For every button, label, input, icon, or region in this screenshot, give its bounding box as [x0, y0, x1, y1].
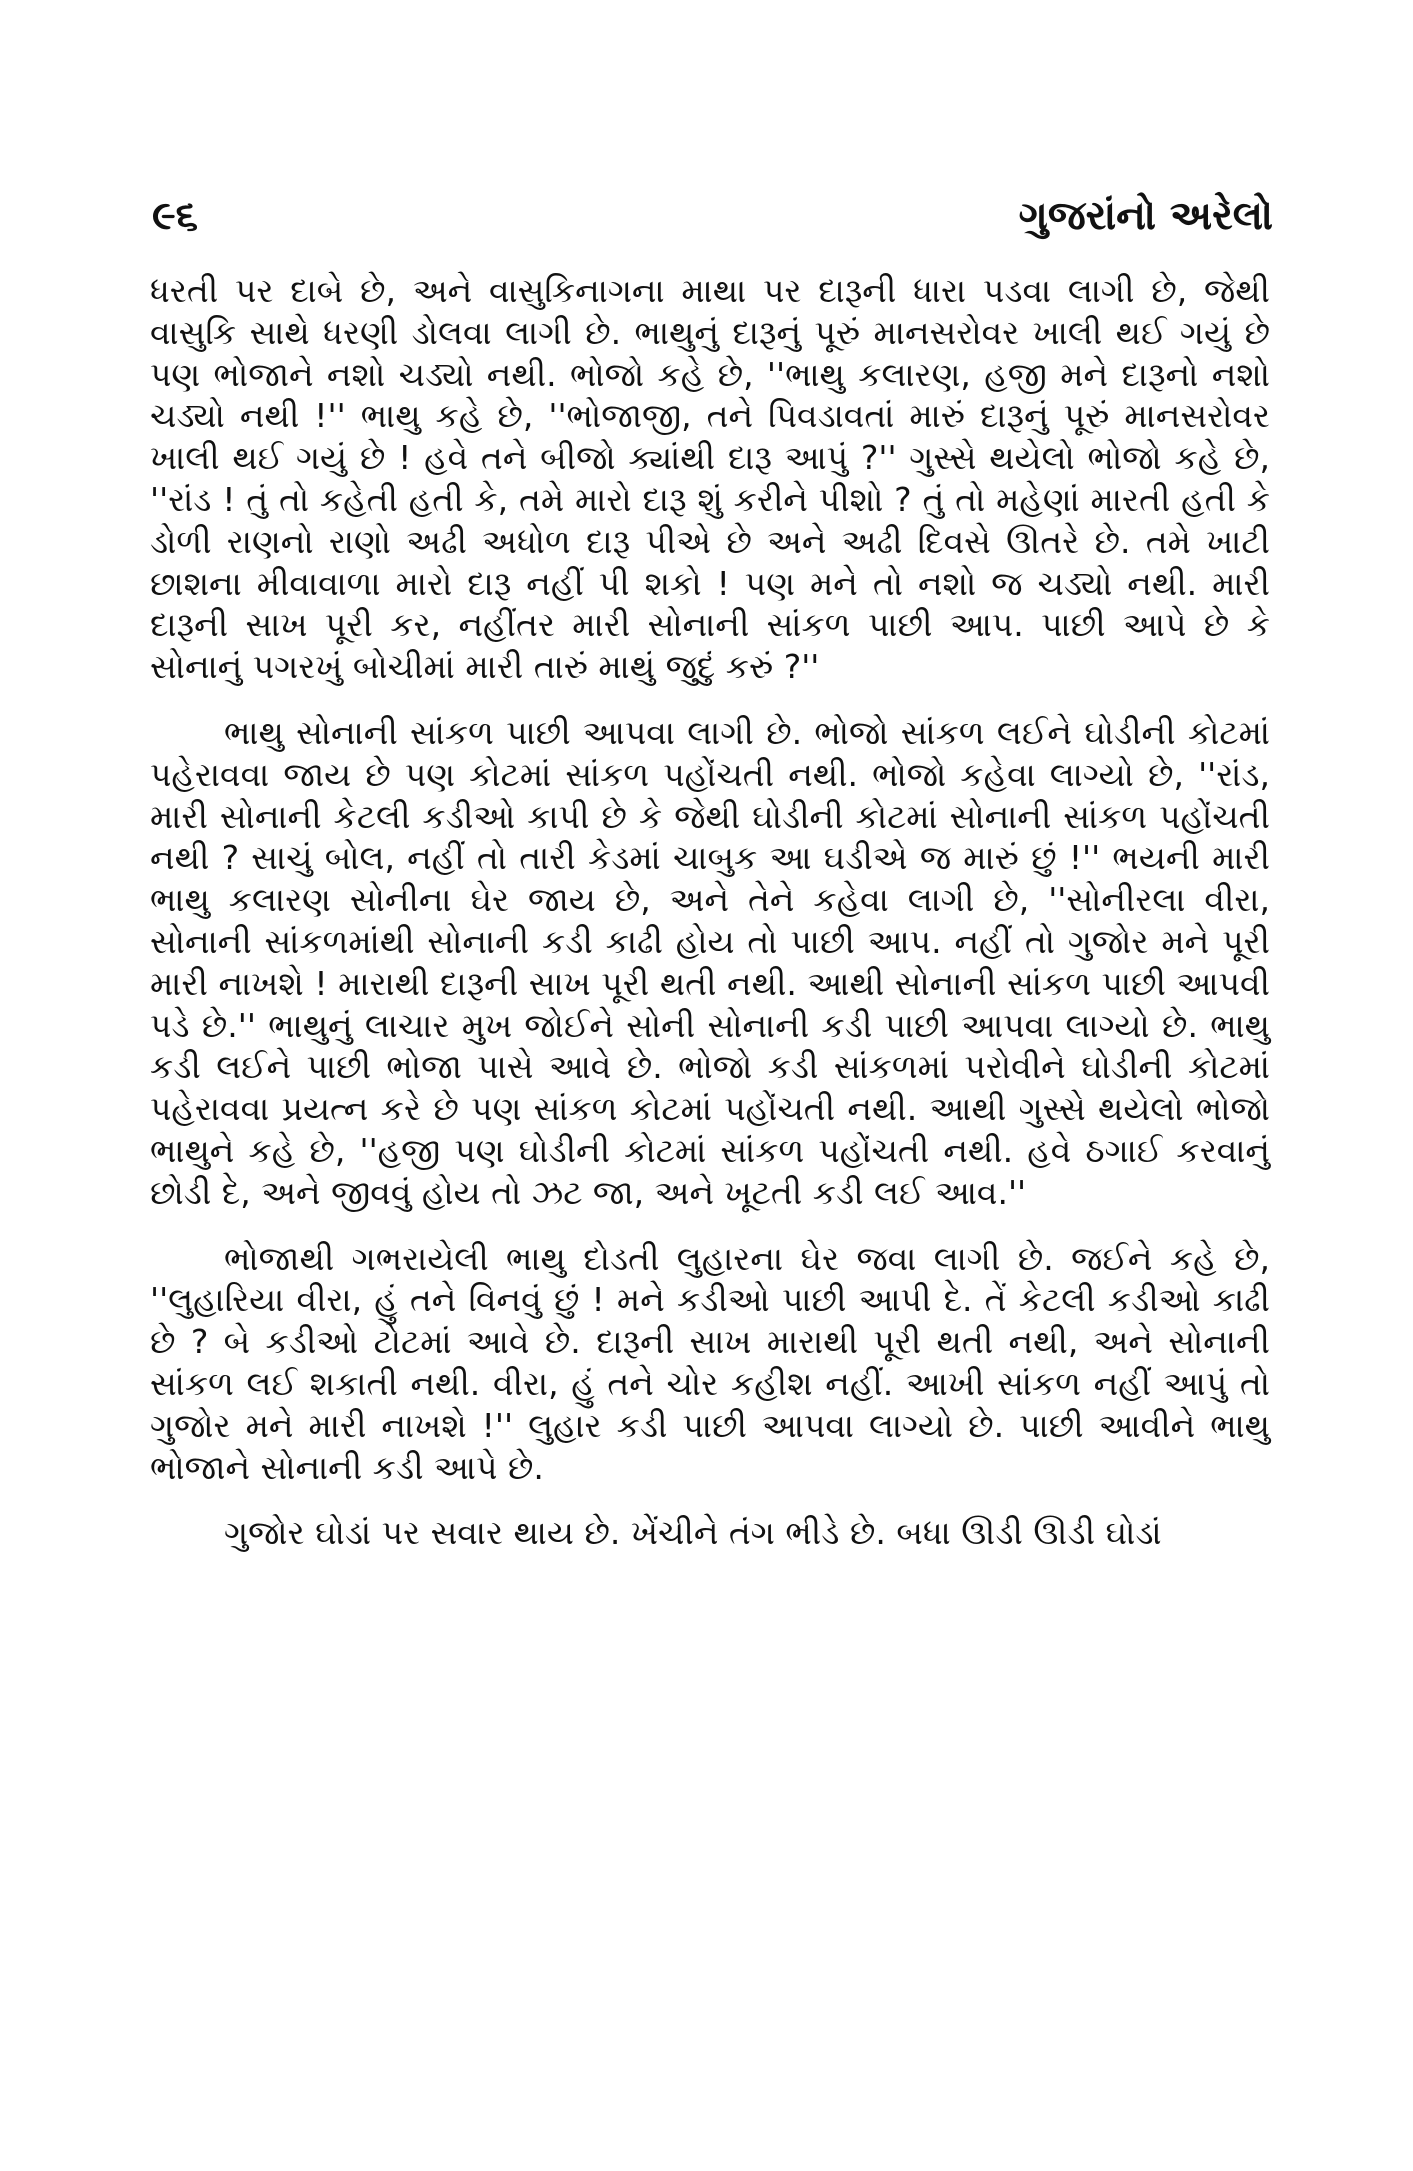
running-header — [152, 188, 1273, 244]
paragraph-4: ગુજોર ઘોડાં પર સવાર થાય છે. ખેંચીને તંગ ભીડે છે. બધા ઊડી ઊડી ઘોડાં — [224, 1513, 1162, 1553]
paragraph-1: ધરતી પર દાબે છે, અને વાસુકિનાગના માથા પર દારૂની ધારા પડવા લાગી છે, જેથી વાસુકિ સાથે ધરણી ડોલવા લાગી છે. ભાથુનું દારૂનું પૂરું માનસરોવર ખાલી થઈ ગયું છે પણ ભોજાને નશો ચડ્યો નથી. ભોજો કહે છે, ''ભાથુ કલારણ, હજી મને દારૂનો નશો ચડ્યો નથી !'' ભાથુ કહે છે, ''ભોજાજી, તને પિવડાવતાં મારું દારૂનું પૂરું માનસરોવર ખાલી થઈ ગયું છે ! હવે તને બીજો ક્યાંથી દારૂ આપું ?'' ગુસ્સે થયેલો ભોજો કહે છે, ''રાંડ ! તું તો કહેતી હતી કે, તમે મારો દારૂ શું કરીને પીશો ? તું તો મહેણાં મારતી હતી કે ડોળી રાણનો રાણો અઢી અધોળ દારૂ પીએ છે અને અઢી દિવસે ઊતરે છે. તમે ખાટી છાશના મીવાવાળા મારો દારૂ નહીં પી શકો ! પણ મને તો નશો જ ચડ્યો નથી. મારી દારૂની સાખ પૂરી કર, નહીંતર મારી સોનાની સાંકળ પાછી આપ. પાછી આપે છે કે સોનાનું પગરખું બોચીમાં મારી તારું માથું જુદું કરું ?'' — [150, 271, 1270, 687]
paragraph-2: ભાથુ સોનાની સાંકળ પાછી આપવા લાગી છે. ભોજો સાંકળ લઈને ઘોડીની કોટમાં પહેરાવવા જાય છે પણ કોટમાં સાંકળ પહોંચતી નથી. ભોજો કહેવા લાગ્યો છે, ''રાંડ, મારી સોનાની કેટલી કડીઓ કાપી છે કે જેથી ઘોડીની કોટમાં સોનાની સાંકળ પહોંચતી નથી ? સાચું બોલ, નહીં તો તારી કેડમાં ચાબુક આ ઘડીએ જ મારું છું !'' ભયની મારી ભાથુ કલારણ સોનીના ઘેર જાય છે, અને તેને કહેવા લાગી છે, ''સોનીરલા વીરા, સોનાની સાંકળમાંથી સોનાની કડી કાઢી હોય તો પાછી આપ. નહીં તો ગુજોર મને પૂરી મારી નાખશે ! મારાથી દારૂની સાખ પૂરી થતી નથી. આથી સોનાની સાંકળ પાછી આપવી પડે છે.'' ભાથુનું લાચાર મુખ જોઈને સોની સોનાની કડી પાછી આપવા લાગ્યો છે. ભાથુ કડી લઈને પાછી ભોજા પાસે આવે છે. ભોજો કડી સાંકળમાં પરોવીને ઘોડીની કોટમાં પહેરાવવા પ્રયત્ન કરે છે પણ સાંકળ કોટમાં પહોંચતી નથી. આથી ગુસ્સે થયેલો ભોજો ભાથુને કહે છે, ''હજી પણ ઘોડીની કોટમાં સાંકળ પહોંચતી નથી. હવે ઠગાઈ કરવાનું છોડી દે, અને જીવવું હોય તો ઝટ જા, અને ખૂટતી કડી લઈ આવ.'' — [150, 712, 1270, 1212]
page-number: ૯૬ — [152, 193, 199, 239]
paragraph-3: ભોજાથી ગભરાયેલી ભાથુ દોડતી લુહારના ઘેર જવા લાગી છે. જઈને કહે છે, ''લુહારિયા વીરા, હું તને વિનવું છું ! મને કડીઓ પાછી આપી દે. તેં કેટલી કડીઓ કાઢી છે ? બે કડીઓ ટોટમાં આવે છે. દારૂની સાખ મારાથી પૂરી થતી નથી, અને સોનાની સાંકળ લઈ શકાતી નથી. વીરા, હું તને ચોર કહીશ નહીં. આખી સાંકળ નહીં આપું તો ગુજોર મને મારી નાખશે !'' લુહાર કડી પાછી આપવા લાગ્યો છે. પાછી આવીને ભાથુ ભોજાને સોનાની કડી આપે છે. — [150, 1238, 1270, 1487]
book-title: ગુજરાંનો અરેલો — [1018, 193, 1273, 239]
body-text — [150, 270, 1270, 1578]
